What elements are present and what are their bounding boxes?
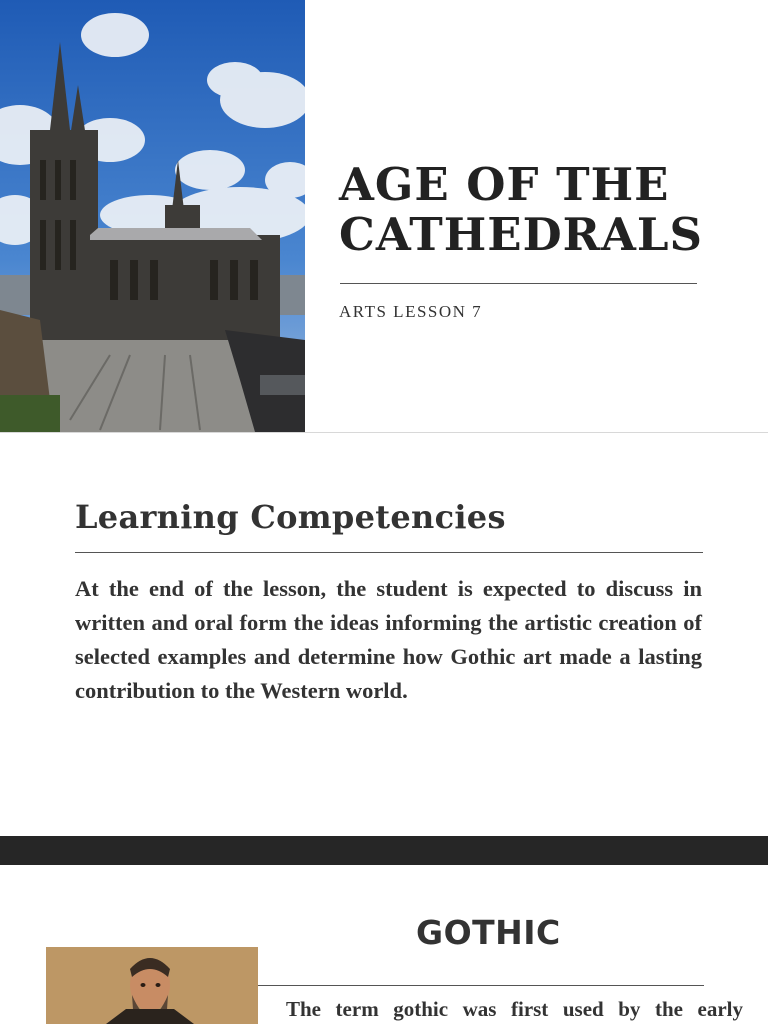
title-divider xyxy=(340,283,697,284)
cathedral-photo xyxy=(0,0,305,432)
presentation-subtitle: ARTS LESSON 7 xyxy=(339,302,483,321)
heading-divider xyxy=(258,985,704,986)
section-heading: Learning Competencies xyxy=(75,498,506,536)
slide-divider-band xyxy=(0,836,768,865)
slide-separator xyxy=(0,432,768,433)
title-slide xyxy=(0,0,768,432)
section-heading: GOTHIC xyxy=(416,913,561,952)
portrait-painting xyxy=(46,947,258,1024)
presentation-title: AGE OF THE CATHEDRALS xyxy=(339,158,704,261)
competency-text: At the end of the lesson, the student is expected to discuss in written and oral form the ideas informing the artistic creation of selected examples and determine how Gothic art made a lasting contribution to the Western world. xyxy=(75,576,702,703)
heading-divider xyxy=(75,552,703,553)
gothic-text: The term gothic was first used by the early xyxy=(286,997,743,1021)
